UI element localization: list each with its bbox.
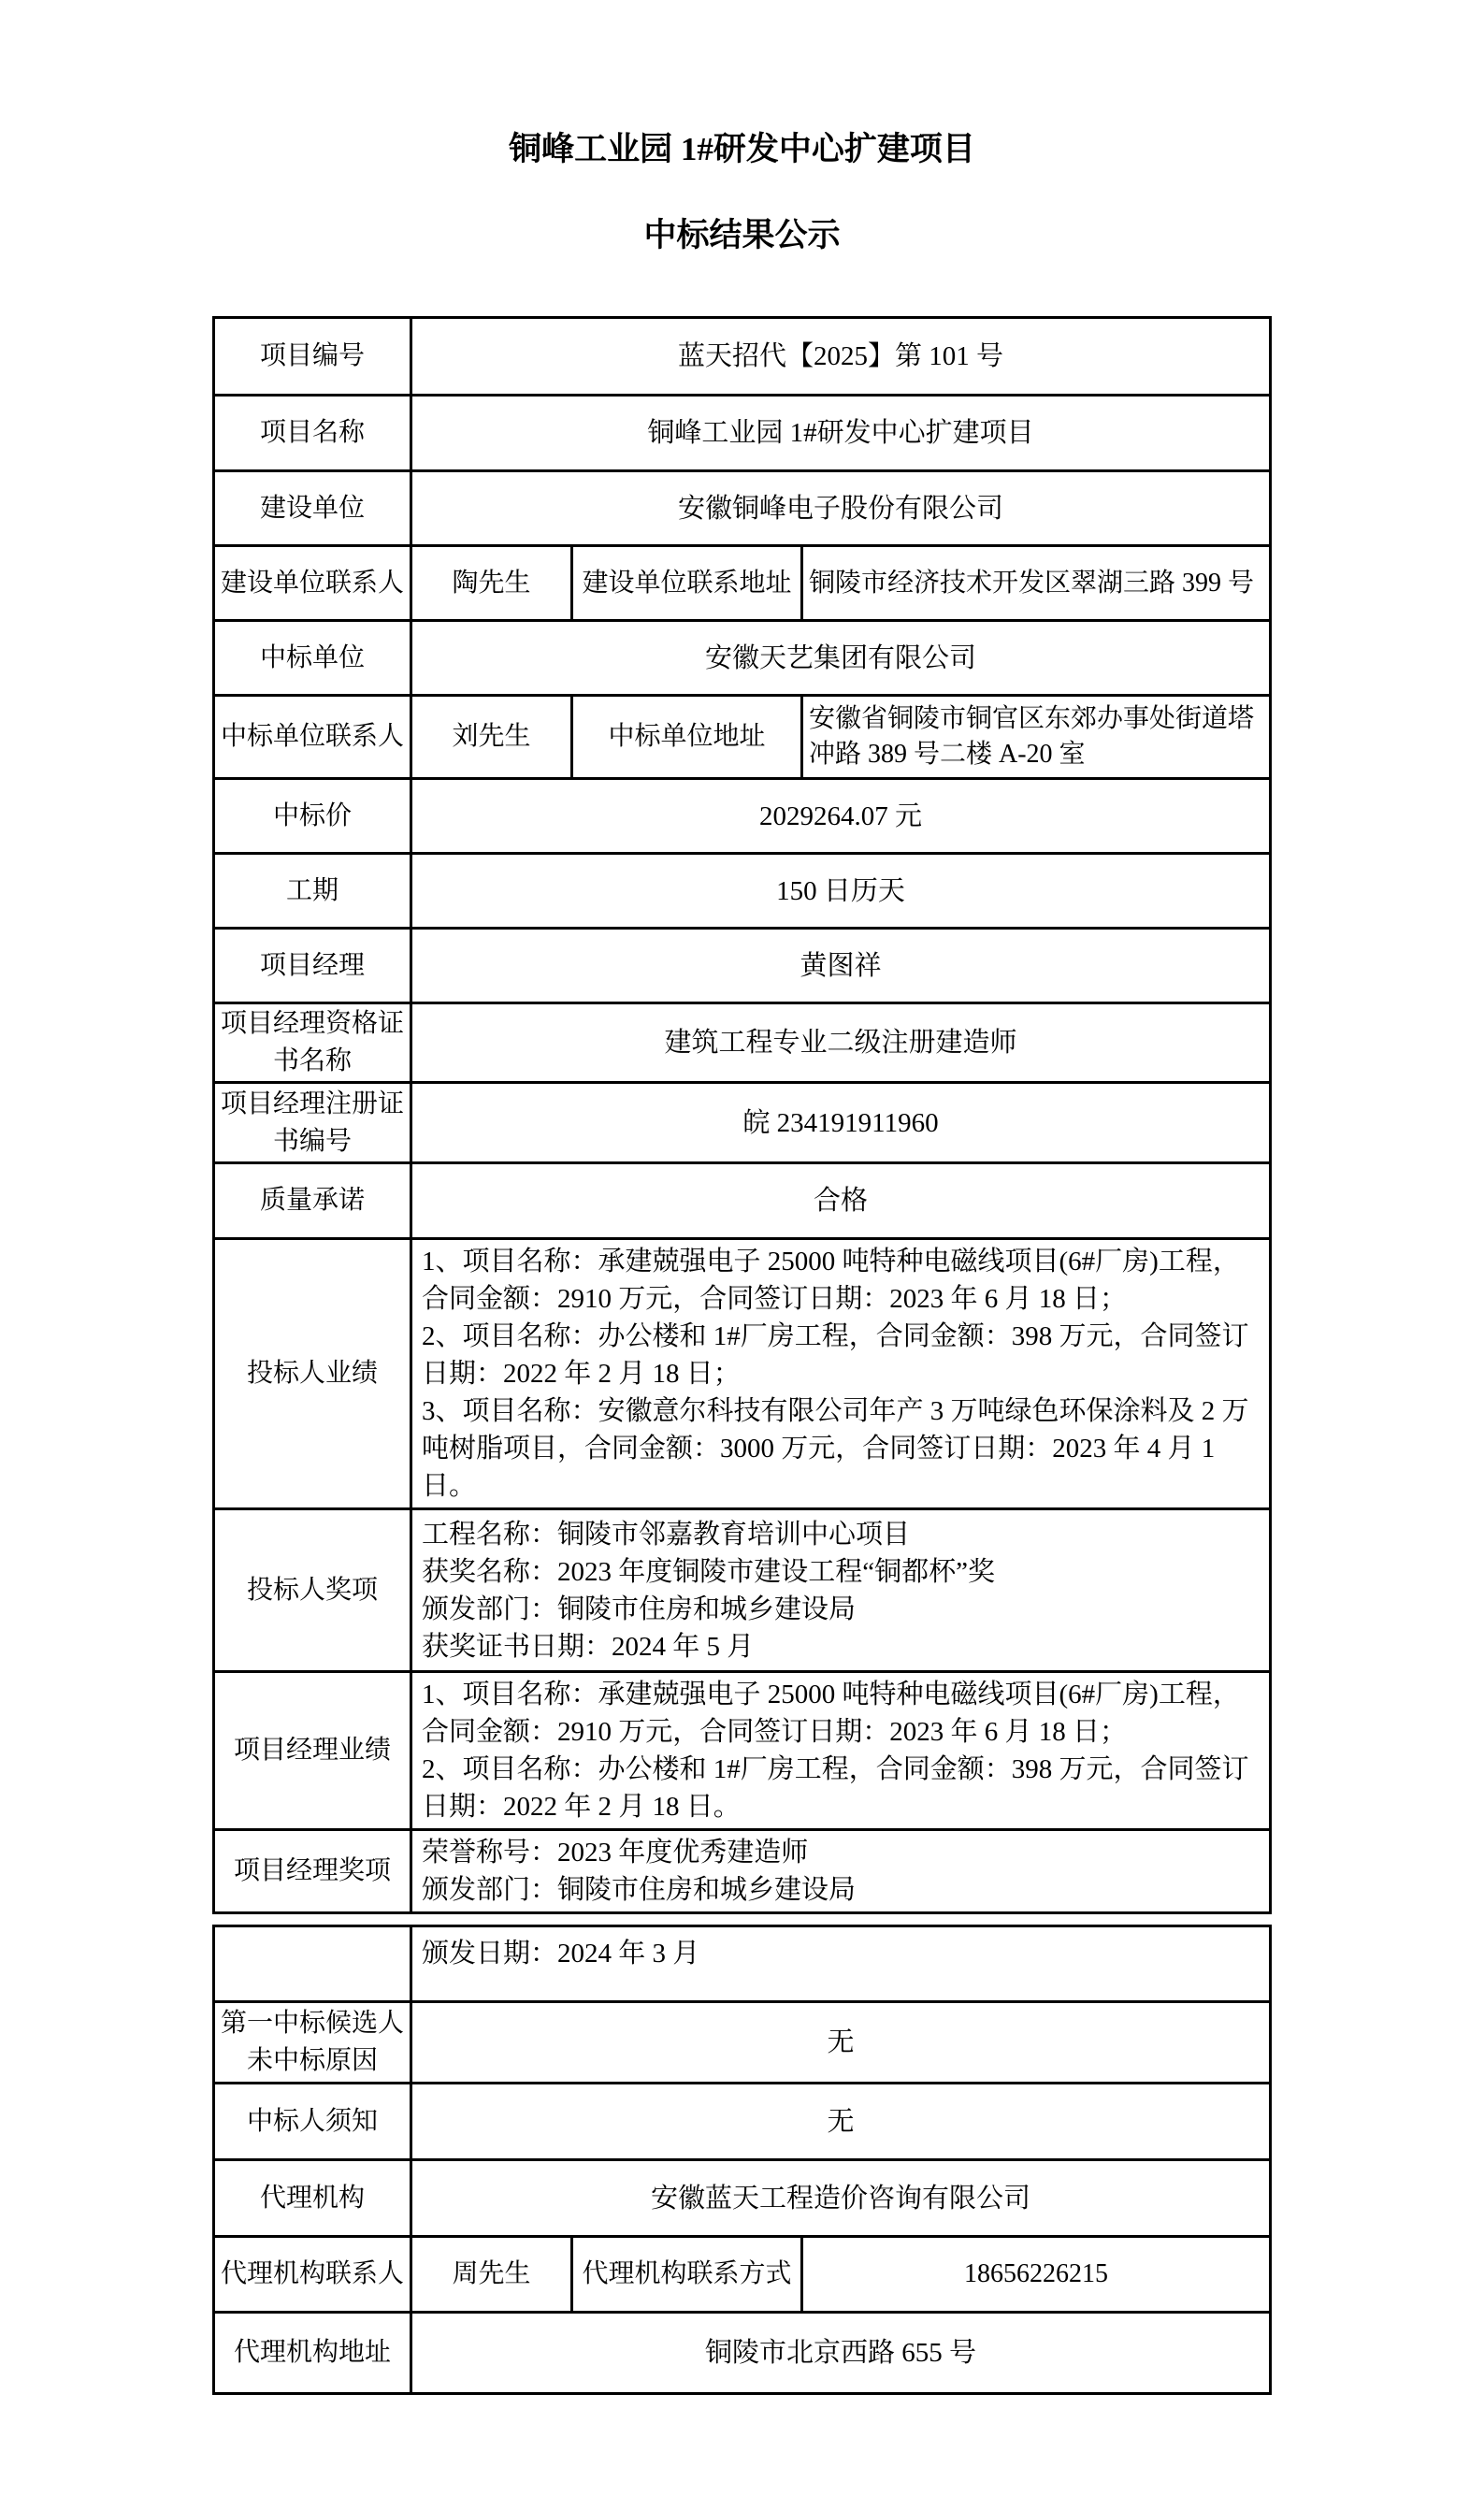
row-label: 项目经理 [259, 950, 365, 980]
table-row [215, 777, 1269, 852]
row-value: 皖 234191911960 [410, 1084, 1269, 1161]
content-line: 3、项目名称：安徽意尔科技有限公司年产 3 万吨绿色环保涂料及 2 万吨树脂项目，合同金额：3000 万元，合同签订日期：2023 年 4 月 1 日。 [422, 1396, 1249, 1501]
row-label: 代理机构 [259, 2183, 365, 2213]
row-label: 投标人业绩 [246, 1359, 378, 1388]
row-value: 合格 [410, 1164, 1269, 1237]
row-value: 周先生 [410, 2238, 570, 2311]
row-label [215, 1927, 410, 2000]
row-value: 铜陵市经济技术开发区翠湖三路 399 号 [800, 547, 1269, 619]
row-label: 代理机构地址 [233, 2338, 391, 2367]
row-label: 中标价 [272, 800, 352, 830]
row-value: 安徽天艺集团有限公司 [410, 622, 1269, 694]
content-line: 2、项目名称：办公楼和 1#厂房工程，合同金额：398 万元，合同签订日期：2022 年 2 月 18 日； [422, 1321, 1249, 1389]
row-content [410, 1240, 1269, 1507]
content-line: 1、项目名称：承建兢强电子 25000 吨特种电磁线项目(6#厂房)工程，合同金额：2910 万元，合同签订日期：2023 年 6 月 18 日； [422, 1247, 1240, 1314]
row-value: 无 [410, 2084, 1269, 2158]
content-line: 获奖证书日期：2024 年 5 月 [422, 1631, 755, 1662]
table-row [215, 2082, 1269, 2158]
row-label: 项目编号 [259, 341, 365, 370]
table-row [215, 927, 1269, 1002]
table-row [215, 694, 1269, 777]
table-row [215, 2158, 1269, 2235]
table-row [215, 1507, 1269, 1670]
table-row [215, 1670, 1269, 1828]
table-row [215, 1828, 1269, 1911]
row-value: 陶先生 [410, 547, 570, 619]
row-value: 建筑工程专业二级注册建造师 [410, 1004, 1269, 1081]
row-label: 项目经理奖项 [233, 1856, 391, 1885]
content-line: 荣誉称号：2023 年度优秀建造师 [422, 1838, 809, 1868]
row-label: 中标单位地址 [570, 697, 800, 777]
row-value: 铜陵市北京西路 655 号 [410, 2314, 1269, 2392]
row-value: 安徽蓝天工程造价咨询有限公司 [410, 2161, 1269, 2235]
page-subtitle: 中标结果公示 [643, 217, 841, 253]
row-label: 项目经理资格证书名称 [220, 1009, 404, 1075]
table-row [215, 1161, 1269, 1237]
content-line: 2、项目名称：办公楼和 1#厂房工程，合同金额：398 万元，合同签订日期：2022 年 2 月 18 日。 [422, 1754, 1249, 1822]
row-value: 蓝天招代【2025】第 101 号 [410, 319, 1269, 394]
row-value: 18656226215 [800, 2238, 1269, 2311]
bid-result-table [212, 316, 1272, 2395]
content-line: 获奖名称：2023 年度铜陵市建设工程“铜都杯”奖 [422, 1556, 995, 1587]
row-value: 安徽省铜陵市铜官区东郊办事处街道塔冲路 389 号二楼 A-20 室 [800, 697, 1269, 777]
row-content [410, 1831, 1269, 1911]
table-row [215, 619, 1269, 694]
row-label: 建设单位联系人 [220, 568, 404, 598]
row-label: 第一中标候选人未中标原因 [220, 2009, 404, 2075]
table-row [215, 544, 1269, 619]
table-row [215, 1237, 1269, 1507]
row-value: 2029264.07 元 [410, 780, 1269, 852]
row-label: 投标人奖项 [246, 1575, 378, 1605]
content-line: 工程名称：铜陵市邻嘉教育培训中心项目 [422, 1519, 911, 1550]
row-label: 中标单位联系人 [220, 722, 404, 751]
row-value: 无 [410, 2003, 1269, 2082]
row-label: 项目名称 [259, 418, 365, 447]
row-value: 刘先生 [410, 697, 570, 777]
table-row [215, 319, 1269, 394]
table-row [215, 2311, 1269, 2392]
row-label: 中标人须知 [246, 2106, 378, 2136]
row-content [410, 1510, 1269, 1670]
table-row [215, 2000, 1269, 2082]
row-value: 黄图祥 [410, 930, 1269, 1002]
row-content [410, 1927, 1269, 2000]
row-label: 建设单位 [259, 493, 365, 523]
row-label: 中标单位 [259, 642, 365, 672]
table-row [215, 1927, 1269, 2000]
row-value: 150 日历天 [410, 855, 1269, 927]
row-label: 代理机构联系人 [220, 2259, 404, 2288]
content-line: 颁发日期：2024 年 3 月 [422, 1939, 700, 1969]
table-row [215, 1002, 1269, 1081]
table-row [215, 2235, 1269, 2311]
page-title: 铜峰工业园 1#研发中心扩建项目 [509, 131, 975, 167]
row-label: 工期 [285, 875, 339, 905]
document-header [0, 0, 1484, 256]
table-section-2 [212, 1925, 1272, 2395]
table-row [215, 469, 1269, 544]
content-line: 1、项目名称：承建兢强电子 25000 吨特种电磁线项目(6#厂房)工程，合同金额：2910 万元，合同签订日期：2023 年 6 月 18 日； [422, 1680, 1240, 1747]
content-line: 颁发部门：铜陵市住房和城乡建设局 [422, 1875, 857, 1905]
row-value: 安徽铜峰电子股份有限公司 [410, 472, 1269, 544]
content-line: 颁发部门：铜陵市住房和城乡建设局 [422, 1594, 857, 1624]
row-label: 代理机构联系方式 [570, 2238, 800, 2311]
row-content [410, 1673, 1269, 1828]
table-row [215, 1081, 1269, 1161]
table-row [215, 394, 1269, 469]
row-label: 项目经理注册证书编号 [220, 1089, 404, 1156]
row-label: 项目经理业绩 [233, 1736, 391, 1765]
table-section-1 [212, 316, 1272, 1914]
row-label: 质量承诺 [259, 1186, 365, 1215]
row-value: 铜峰工业园 1#研发中心扩建项目 [410, 397, 1269, 469]
row-label: 建设单位联系地址 [570, 547, 800, 619]
table-row [215, 852, 1269, 927]
